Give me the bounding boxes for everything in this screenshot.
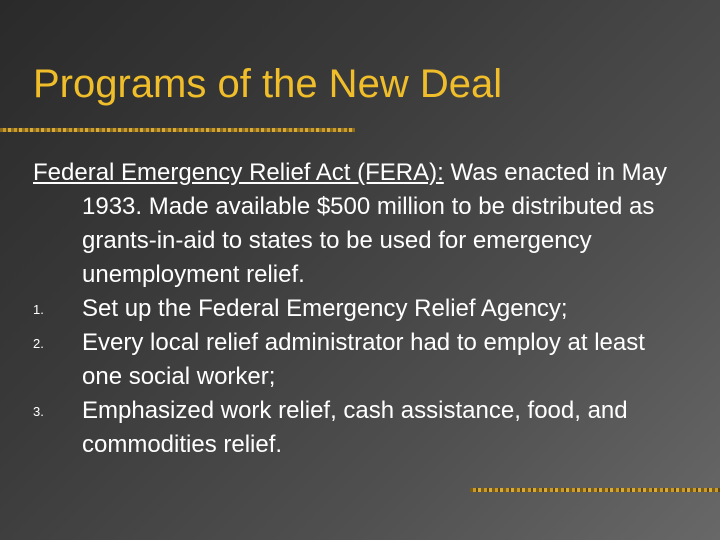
top-divider [0,128,355,132]
list-number: 1. [33,302,44,317]
intro-paragraph [33,156,683,292]
list-number: 3. [33,404,44,419]
list-item-text: Every local relief administrator had to employ at least one social worker; [82,329,645,390]
slide-body [33,156,683,462]
numbered-list [33,292,683,462]
list-item [33,326,683,394]
bottom-divider [470,488,720,492]
intro-text: Was enacted in May 1933. Made available $500 million to be distributed as grants-in-aid to states to be used for emergency unemployment relief. [82,159,668,288]
list-item-text: Emphasized work relief, cash assistance, food, and commodities relief. [82,397,628,458]
list-item [33,292,683,326]
slide-title: Programs of the New Deal [33,62,503,106]
list-item-text: Set up the Federal Emergency Relief Agency; [82,295,568,322]
fera-heading-link[interactable]: Federal Emergency Relief Act (FERA): [33,159,444,186]
list-number: 2. [33,336,44,351]
list-item [33,394,683,462]
